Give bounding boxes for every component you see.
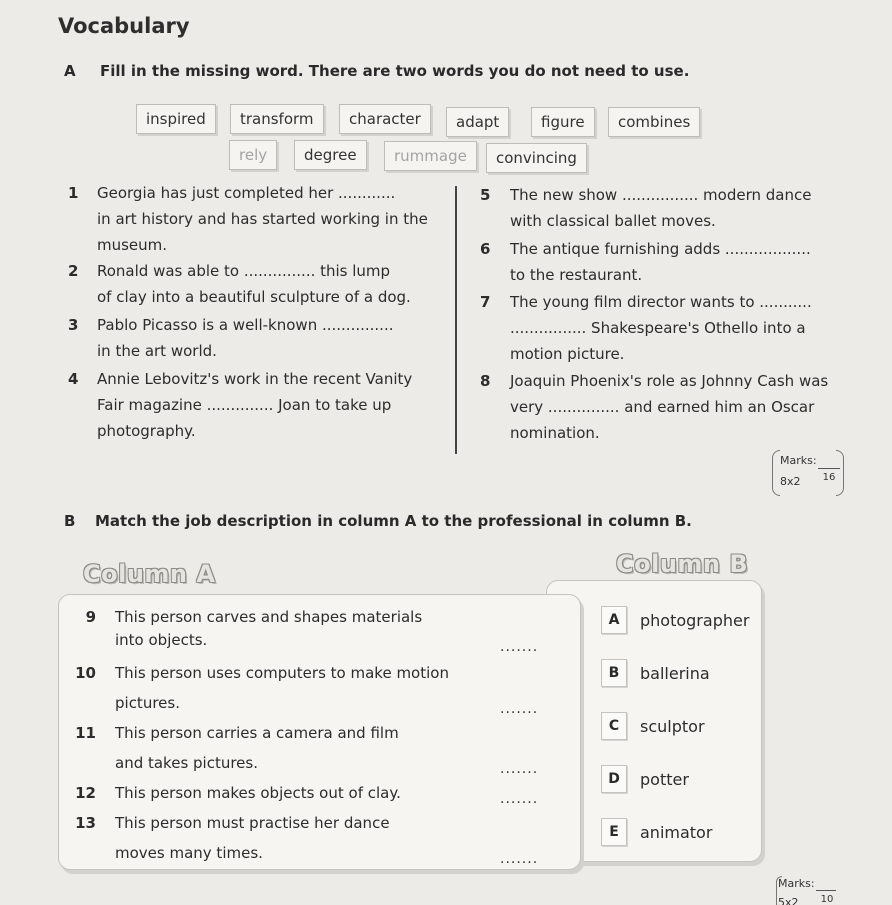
match-number: 9	[85, 608, 96, 626]
option-word: animator	[640, 823, 713, 842]
wordbank-chip: adapt	[446, 107, 509, 137]
option-letter: B	[601, 659, 627, 687]
match-line: into objects.	[115, 631, 208, 649]
question-text	[97, 366, 447, 444]
question-text	[510, 368, 860, 446]
question-number: 6	[480, 240, 491, 258]
option-word: potter	[640, 770, 689, 789]
match-text	[115, 602, 485, 655]
question-line: in the art world.	[97, 342, 217, 360]
question-number: 1	[68, 184, 79, 202]
question-number: 4	[68, 370, 79, 388]
match-number: 12	[75, 784, 96, 802]
question-line: Fair magazine .............. Joan to take up	[97, 396, 392, 414]
question-text	[510, 182, 860, 234]
match-line: This person makes objects out of clay.	[115, 784, 401, 802]
question-line: The young film director wants to ...........	[510, 293, 812, 311]
option-word: photographer	[640, 611, 750, 630]
match-item	[70, 718, 570, 778]
question-text	[97, 312, 447, 364]
match-line: This person carves and shapes materials	[115, 608, 423, 626]
wordbank-chip: rummage	[384, 141, 477, 171]
question-line: motion picture.	[510, 345, 625, 363]
question-line: in art history and has started working in the	[97, 210, 428, 228]
question-line: The new show ................ modern dance	[510, 186, 812, 204]
answer-blank[interactable]: .......	[500, 791, 539, 807]
answer-blank[interactable]: .......	[500, 701, 539, 717]
match-number: 11	[75, 724, 96, 742]
question-text	[97, 258, 447, 310]
question-text	[97, 180, 447, 258]
question-number: 3	[68, 316, 79, 334]
marks-box-b	[776, 876, 836, 905]
option-word: ballerina	[640, 664, 710, 683]
match-line: moves many times.	[115, 844, 263, 862]
question-line: very ............... and earned him an Oscar	[510, 398, 815, 416]
column-divider	[455, 186, 457, 454]
wordbank-chip: degree	[294, 140, 367, 170]
wordbank-chip: figure	[531, 107, 595, 137]
match-number: 10	[75, 664, 96, 682]
marks-bracket	[772, 450, 780, 496]
match-text	[115, 778, 485, 808]
match-number: 13	[75, 814, 96, 832]
marks-formula: 8x2	[780, 475, 801, 488]
marks-formula: 5x2	[778, 896, 799, 905]
option-letter: D	[601, 765, 627, 793]
question-line: museum.	[97, 236, 168, 254]
question-line: Pablo Picasso is a well-known ...............	[97, 316, 394, 334]
match-line: This person uses computers to make motion	[115, 664, 449, 682]
question-number: 5	[480, 186, 491, 204]
question-number: 7	[480, 293, 491, 311]
question-line: The antique furnishing adds ..................	[510, 240, 811, 258]
question-line: nomination.	[510, 424, 600, 442]
wordbank-chip: convincing	[486, 143, 587, 173]
column-a-heading: Column A	[83, 560, 216, 588]
wordbank-chip: transform	[230, 104, 324, 134]
section-b-letter: B	[64, 512, 76, 530]
question-line: of clay into a beautiful sculpture of a dog.	[97, 288, 411, 306]
match-line: This person must practise her dance	[115, 814, 390, 832]
answer-blank[interactable]: .......	[500, 761, 539, 777]
question-text	[510, 236, 860, 288]
match-line: and takes pictures.	[115, 754, 258, 772]
match-item	[70, 658, 570, 718]
option-letter: E	[601, 818, 627, 846]
section-a-instruction: Fill in the missing word. There are two words you do not need to use.	[100, 62, 690, 80]
marks-label: Marks:	[780, 454, 817, 467]
question-number: 2	[68, 262, 79, 280]
section-b-instruction: Match the job description in column A to the professional in column B.	[95, 512, 692, 530]
question-number: 8	[480, 372, 491, 390]
match-item	[70, 808, 570, 868]
option-letter: C	[601, 712, 627, 740]
question-line: with classical ballet moves.	[510, 212, 716, 230]
match-text	[115, 808, 485, 868]
wordbank-chip: character	[339, 104, 431, 134]
marks-total: 10	[816, 890, 836, 905]
wordbank-chip: inspired	[136, 104, 216, 134]
marks-bracket	[836, 450, 844, 496]
column-b-heading: Column B	[616, 550, 749, 578]
marks-box-a	[780, 454, 840, 498]
question-line: Georgia has just completed her ............	[97, 184, 396, 202]
wordbank-chip: combines	[608, 107, 700, 137]
question-line: photography.	[97, 422, 196, 440]
question-line: Annie Lebovitz's work in the recent Vanity	[97, 370, 413, 388]
match-text	[115, 658, 485, 718]
marks-label: Marks:	[778, 877, 815, 890]
wordbank-chip: rely	[229, 140, 277, 170]
answer-blank[interactable]: .......	[500, 639, 539, 655]
question-line: to the restaurant.	[510, 266, 643, 284]
question-line: ................ Shakespeare's Othello into a	[510, 319, 806, 337]
match-line: This person carries a camera and film	[115, 724, 399, 742]
question-text	[510, 289, 860, 367]
question-line: Ronald was able to ............... this lump	[97, 262, 391, 280]
page-title: Vocabulary	[58, 14, 190, 38]
section-a-letter: A	[64, 62, 76, 80]
question-line: Joaquin Phoenix's role as Johnny Cash was	[510, 372, 829, 390]
answer-blank[interactable]: .......	[500, 851, 539, 867]
match-item	[70, 778, 570, 808]
marks-total: 16	[818, 468, 840, 485]
match-line: pictures.	[115, 694, 180, 712]
match-item	[70, 602, 570, 662]
option-word: sculptor	[640, 717, 705, 736]
match-text	[115, 718, 485, 778]
option-letter: A	[601, 606, 627, 634]
